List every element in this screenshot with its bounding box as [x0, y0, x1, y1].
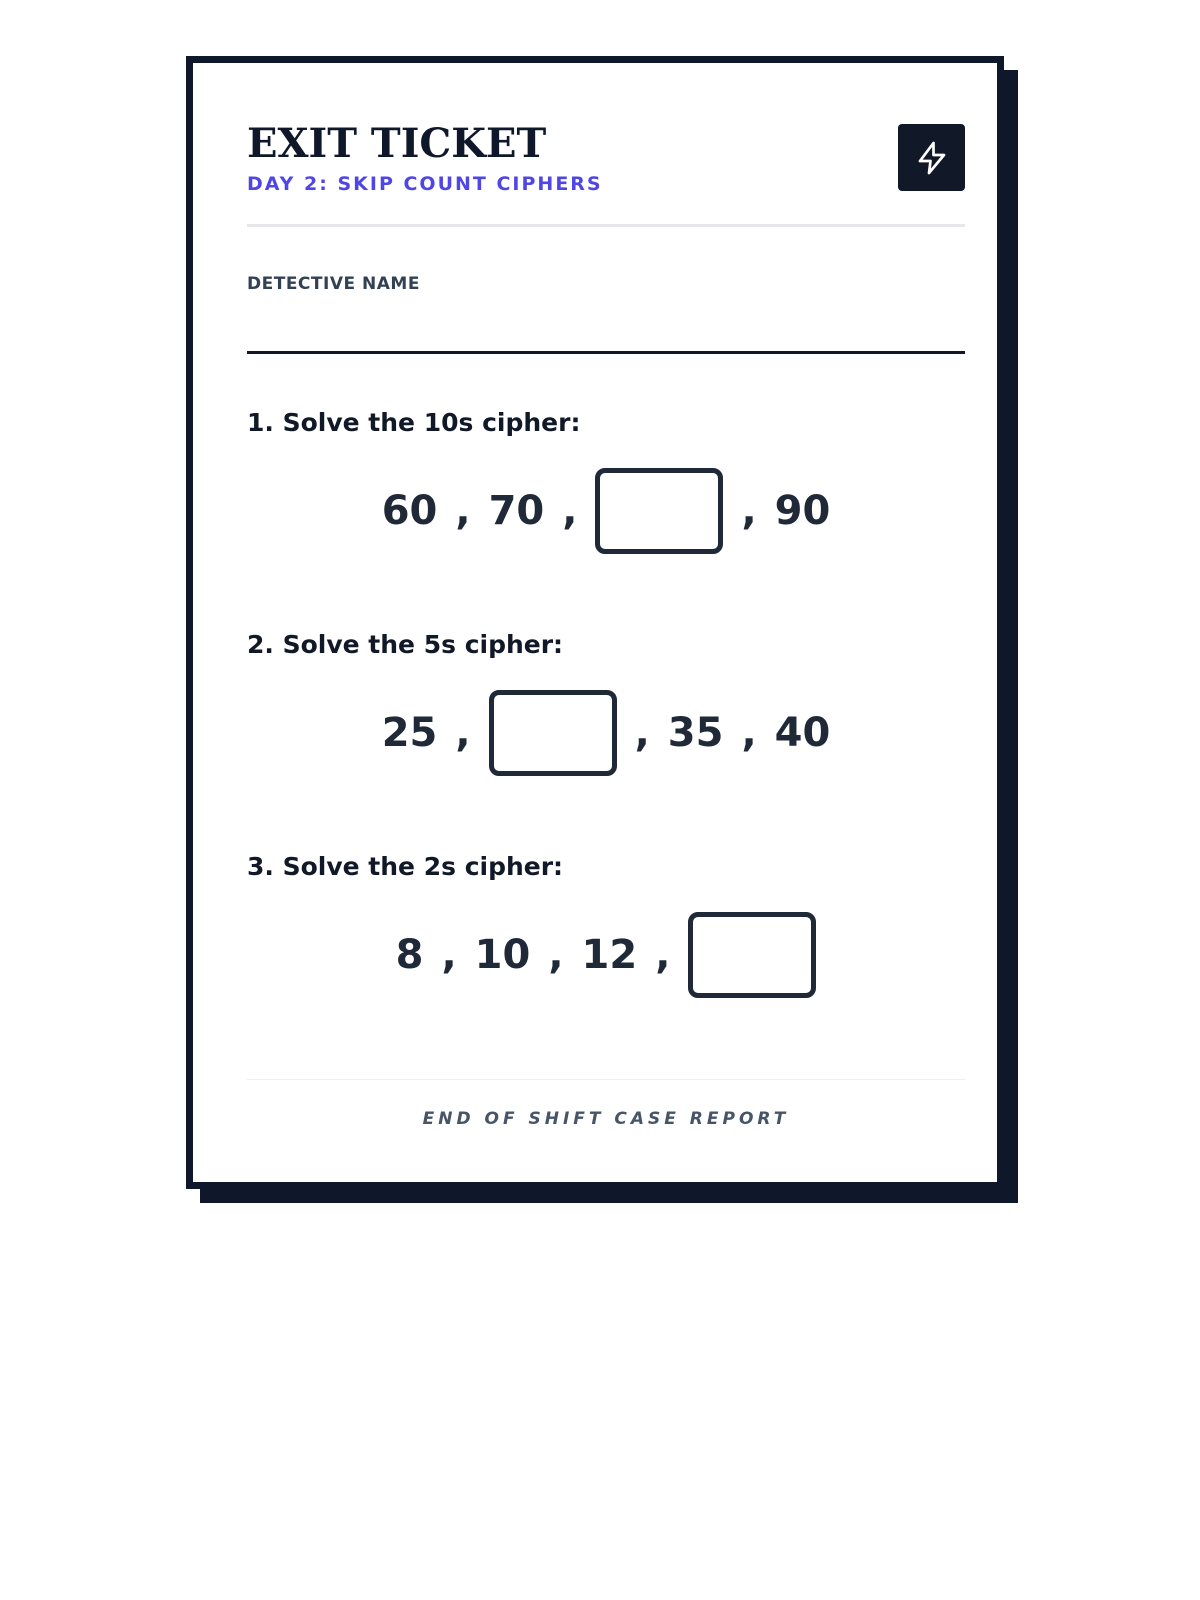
- sequence-number: 10: [474, 932, 531, 978]
- lightning-badge: [898, 124, 965, 191]
- sequence-comma: ,: [441, 932, 457, 978]
- lightning-bolt-icon: [914, 140, 950, 176]
- sequence-comma: ,: [455, 488, 471, 534]
- sequence-comma: ,: [634, 710, 650, 756]
- exit-ticket-card: [186, 56, 1004, 1189]
- sequence-comma: ,: [548, 932, 564, 978]
- sequence-number: 8: [395, 932, 424, 978]
- answer-box[interactable]: [489, 690, 617, 776]
- question-2-prompt: 2. Solve the 5s cipher:: [247, 630, 564, 659]
- detective-name-field[interactable]: [247, 351, 965, 354]
- footer-caption: END OF SHIFT CASE REPORT: [422, 1109, 790, 1129]
- question-2-sequence: [247, 687, 965, 779]
- sequence-number: 40: [774, 710, 831, 756]
- sequence-comma: ,: [455, 710, 471, 756]
- sequence-number: 25: [381, 710, 438, 756]
- footer-divider: [247, 1079, 965, 1080]
- sequence-number: 35: [667, 710, 724, 756]
- detective-name-label: DETECTIVE NAME: [247, 274, 420, 294]
- sequence-comma: ,: [741, 488, 757, 534]
- question-3-prompt: 3. Solve the 2s cipher:: [247, 852, 564, 881]
- page-title: EXIT TICKET: [247, 120, 547, 167]
- sequence-number: 60: [381, 488, 438, 534]
- question-3-sequence: [247, 909, 965, 1001]
- sequence-number: 90: [774, 488, 831, 534]
- answer-box[interactable]: [595, 468, 723, 554]
- sequence-comma: ,: [655, 932, 671, 978]
- sequence-number: 12: [581, 932, 638, 978]
- header-divider: [247, 224, 965, 227]
- answer-box[interactable]: [688, 912, 816, 998]
- sequence-comma: ,: [562, 488, 578, 534]
- question-1-sequence: [247, 465, 965, 557]
- question-1-prompt: 1. Solve the 10s cipher:: [247, 408, 581, 437]
- sequence-number: 70: [488, 488, 545, 534]
- ticket-header: [247, 120, 965, 220]
- sequence-comma: ,: [741, 710, 757, 756]
- page-subtitle: DAY 2: SKIP COUNT CIPHERS: [247, 173, 603, 195]
